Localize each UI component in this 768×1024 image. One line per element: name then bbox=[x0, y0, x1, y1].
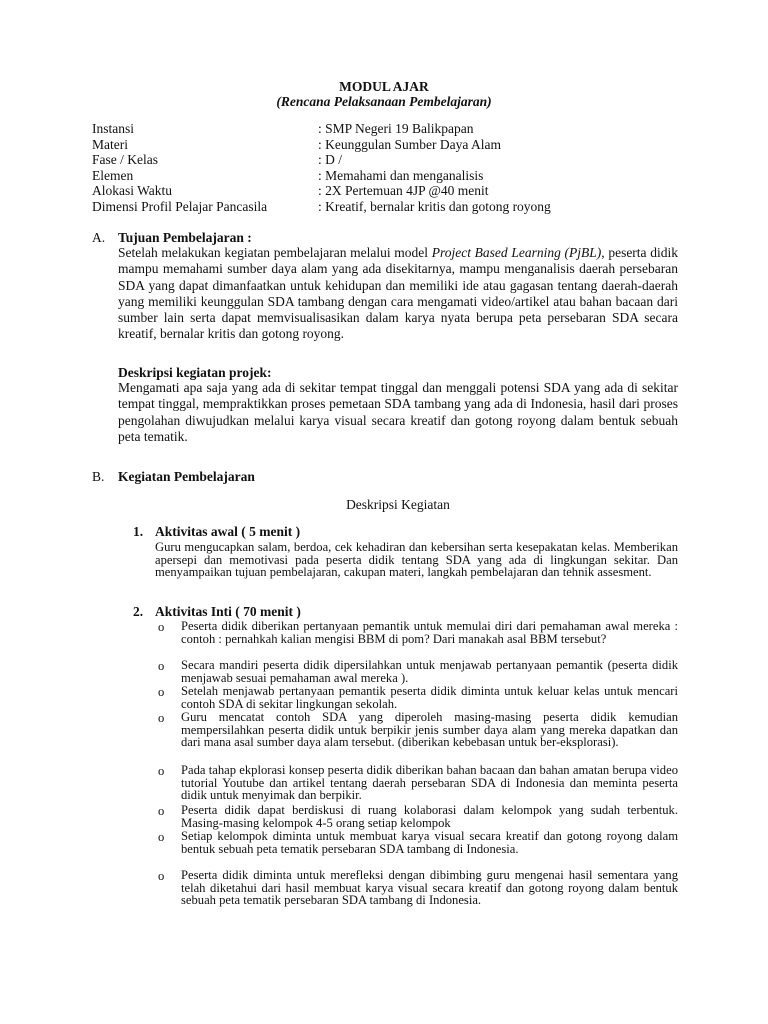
list-item: Peserta didik dapat berdiskusi di ruang kolaborasi dalam kelompok yang sudah terbentuk. Masing-masing kelompok 4-5 orang setiap kelompok bbox=[181, 803, 678, 830]
info-value: : Memahami dan menganalisis bbox=[318, 167, 484, 183]
list-item: Peserta didik diminta untuk merefleksi dengan dibimbing guru mengenai hasil sementara yang telah diketahui dari hasil membuat karya visual secara kreatif dan gotong royong dalam bentuk sebuah peta tematik persebaran SDA tambang di Indonesia. bbox=[181, 868, 678, 907]
bullet-marker: o bbox=[158, 685, 165, 699]
section-b-title: Kegiatan Pembelajaran bbox=[118, 469, 255, 484]
info-label: Instansi bbox=[92, 121, 134, 136]
list-item: Pada tahap ekplorasi konsep peserta didik diberikan bahan bacaan dan bahan amatan berupa video tutorial Youtube dan artikel tentang daerah persebaran SDA di Indonesia dan meminta peserta didik untuk menyimak dan berpikir. bbox=[181, 763, 678, 802]
bullet-marker: o bbox=[158, 764, 165, 778]
list-item: Peserta didik diberikan pertanyaan pemantik untuk memulai diri dari pemahaman awal mereka : contoh : pernahkah kalian mengisi BBM di pom? Dari manakah asal BBM tersebut? bbox=[181, 619, 678, 646]
activity-description-heading: Deskripsi Kegiatan bbox=[346, 497, 450, 512]
pjbl-term: Project Based Learning (PjBL) bbox=[431, 245, 602, 260]
activity-1-number: 1. bbox=[133, 524, 144, 539]
info-label: Fase / Kelas bbox=[92, 152, 158, 167]
section-a-letter: A. bbox=[92, 230, 106, 245]
info-value: : SMP Negeri 19 Balikpapan bbox=[318, 121, 474, 136]
project-description-heading: Deskripsi kegiatan projek: bbox=[118, 365, 272, 380]
activity-2-number: 2. bbox=[133, 604, 144, 619]
bullet-marker: o bbox=[158, 620, 165, 634]
info-value: : Kreatif, bernalar kritis dan gotong royong bbox=[318, 198, 551, 214]
info-label: Alokasi Waktu bbox=[92, 183, 173, 198]
section-a-title: Tujuan Pembelajaran : bbox=[118, 230, 252, 245]
paragraph-text: , peserta didik mampu memahami sumber daya alam yang ada disekitarnya, mampu menganalisis daerah persebaran SDA yang dapat dimanfaatkan untuk kehidupan dan memiliki ide atau gagasan tentang daerah-daerah yang memiliki keunggulan SDA tambang dengan cara mengamati video/artikel atau bahan bacaan dari sumber lain serta dapat memvisualisasikan dalam karya nyata berupa peta persebaran SDA secara kreatif, bernalar kritis dan gotong royong. bbox=[118, 245, 678, 342]
activity-1-text: Guru mengucapkan salam, berdoa, cek kehadiran dan kebersihan serta kesepakatan kelas. Memberikan apersepi dan memotivasi pada peserta didik tentang SDA yang ada di lingkungan sekitar. Dan menyampaikan tujuan pembelajaran, cakupan materi, langkah pembelajaran dan tehnik assesment. bbox=[155, 540, 678, 579]
info-label: Materi bbox=[92, 136, 128, 152]
list-item: Secara mandiri peserta didik dipersilahkan untuk menjawab pertanyaan pemantik (peserta didik menjawab sesuai pemahaman awal mereka ). bbox=[181, 658, 678, 685]
info-value: : 2X Pertemuan 4JP @40 menit bbox=[318, 183, 489, 198]
info-value: : Keunggulan Sumber Daya Alam bbox=[318, 136, 501, 152]
bullet-marker: o bbox=[158, 869, 165, 883]
bullet-marker: o bbox=[158, 659, 165, 673]
document-title: MODUL AJAR bbox=[339, 79, 429, 94]
paragraph-text: Setelah melakukan kegiatan pembelajaran melalui model bbox=[118, 245, 432, 260]
activity-2-title: Aktivitas Inti ( 70 menit ) bbox=[155, 604, 301, 619]
bullet-marker: o bbox=[158, 711, 165, 725]
document-subtitle: (Rencana Pelaksanaan Pembelajaran) bbox=[276, 94, 492, 109]
section-b-letter: B. bbox=[92, 469, 105, 484]
info-label: Dimensi Profil Pelajar Pancasila bbox=[92, 198, 268, 214]
list-item: Setelah menjawab pertanyaan pemantik peserta didik diminta untuk keluar kelas untuk mencari contoh SDA di sekitar lingkungan sekolah. bbox=[181, 684, 678, 711]
bullet-marker: o bbox=[158, 804, 165, 818]
activity-1-title: Aktivitas awal ( 5 menit ) bbox=[155, 524, 301, 539]
list-item: Guru mencatat contoh SDA yang diperoleh masing-masing peserta didik kemudian mempersilahkan peserta didik untuk berpikir jenis sumber daya alam yang mereka dapatkan dan dari mana asal sumber daya alam tersebut. (diberikan kebebasan untuk ber-eksplorasi). bbox=[181, 710, 678, 749]
list-item: Setiap kelompok diminta untuk membuat karya visual secara kreatif dan gotong royong dalam bentuk sebuah peta tematik persebaran SDA tambang di Indonesia. bbox=[181, 829, 678, 856]
info-value: : D / bbox=[318, 152, 343, 167]
bullet-marker: o bbox=[158, 830, 165, 844]
info-label: Elemen bbox=[92, 167, 134, 183]
section-a-paragraph bbox=[118, 245, 678, 343]
project-description-paragraph: Mengamati apa saja yang ada di sekitar tempat tinggal dan menggali potensi SDA yang ada di sekitar tempat tinggal, mempraktikkan proses pemetaan SDA tambang yang ada di Indonesia, hasil dari proses pengolahan diwujudkan melalui karya visual secara kreatif dan gotong royong dalam bentuk sebuah peta tematik. bbox=[118, 380, 678, 444]
